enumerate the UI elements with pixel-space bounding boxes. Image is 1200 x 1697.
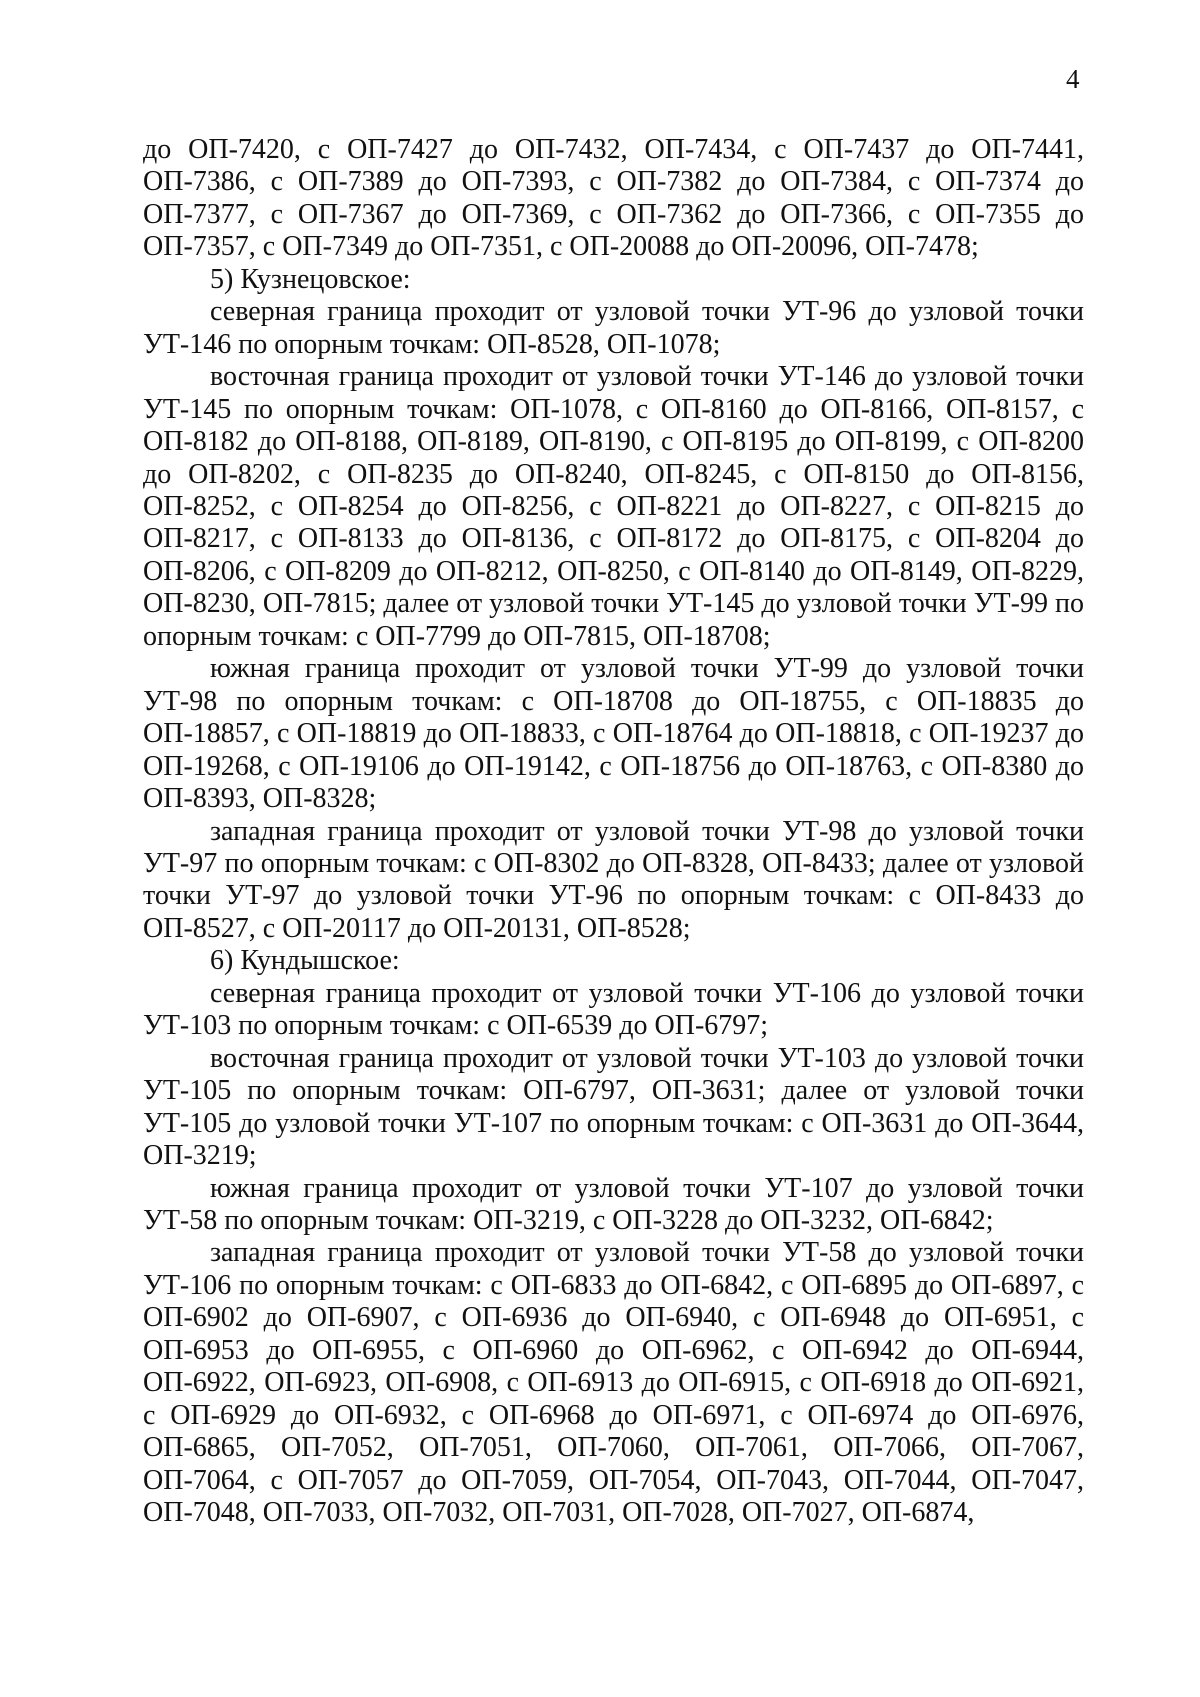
paragraph-north-boundary-kuznetsovskoe: северная граница проходит от узловой точки УТ-96 до узловой точки УТ-146 по опорным точкам: ОП-8528, ОП-1078; xyxy=(143,296,1084,360)
paragraph-south-boundary-kundyshskoe: южная граница проходит от узловой точки УТ-107 до узловой точки УТ-58 по опорным точкам: ОП-3219, с ОП-3228 до ОП-3232, ОП-6842; xyxy=(143,1172,1084,1236)
paragraph-north-boundary-kundyshskoe: северная граница проходит от узловой точки УТ-106 до узловой точки УТ-103 по опорным точкам: с ОП-6539 до ОП-6797; xyxy=(143,977,1084,1042)
paragraph-west-boundary-kuznetsovskoe: западная граница проходит от узловой точки УТ-98 до узловой точки УТ-97 по опорным точкам: с ОП-8302 до ОП-8328, ОП-8433; далее от узловой точки УТ-97 до узловой точки УТ-96 по опорным точкам: с ОП-8433 до ОП-8527, с ОП-20117 до ОП-20131, ОП-8528; xyxy=(143,815,1084,944)
page-number: 4 xyxy=(1066,64,1080,94)
paragraph-south-boundary-kuznetsovskoe: южная граница проходит от узловой точки УТ-99 до узловой точки УТ-98 по опорным точкам: с ОП-18708 до ОП-18755, с ОП-18835 до ОП-18857, с ОП-18819 до ОП-18833, с ОП-18764 до ОП-18818, с ОП-19237 до ОП-19268, с ОП-19106 до ОП-19142, с ОП-18756 до ОП-18763, с ОП-8380 до ОП-8393, ОП-8328; xyxy=(143,653,1084,815)
paragraph-west-boundary-kundyshskoe: западная граница проходит от узловой точки УТ-58 до узловой точки УТ-106 по опорным точкам: с ОП-6833 до ОП-6842, с ОП-6895 до ОП-6897, с ОП-6902 до ОП-6907, с ОП-6936 до ОП-6940, с ОП-6948 до ОП-6951, с ОП-6953 до ОП-6955, с ОП-6960 до ОП-6962, с ОП-6942 до ОП-6944, ОП-6922, ОП-6923, ОП-6908, с ОП-6913 до ОП-6915, с ОП-6918 до ОП-6921, с ОП-6929 до ОП-6932, с ОП-6968 до ОП-6971, с ОП-6974 до ОП-6976, ОП-6865, ОП-7052, ОП-7051, ОП-7060, ОП-7061, ОП-7066, ОП-7067, ОП-7064, с ОП-7057 до ОП-7059, ОП-7054, ОП-7043, ОП-7044, ОП-7047, ОП-7048, ОП-7033, ОП-7032, ОП-7031, ОП-7028, ОП-7027, ОП-6874, xyxy=(143,1237,1084,1529)
paragraph-east-boundary-kuznetsovskoe: восточная граница проходит от узловой точки УТ-146 до узловой точки УТ-145 по опорным точкам: ОП-1078, с ОП-8160 до ОП-8166, ОП-8157, с ОП-8182 до ОП-8188, ОП-8189, ОП-8190, с ОП-8195 до ОП-8199, с ОП-8200 до ОП-8202, с ОП-8235 до ОП-8240, ОП-8245, с ОП-8150 до ОП-8156, ОП-8252, с ОП-8254 до ОП-8256, с ОП-8221 до ОП-8227, с ОП-8215 до ОП-8217, с ОП-8133 до ОП-8136, с ОП-8172 до ОП-8175, с ОП-8204 до ОП-8206, с ОП-8209 до ОП-8212, ОП-8250, с ОП-8140 до ОП-8149, ОП-8229, ОП-8230, ОП-7815; далее от узловой точки УТ-145 до узловой точки УТ-99 по опорным точкам: с ОП-7799 до ОП-7815, ОП-18708; xyxy=(143,361,1084,652)
section-heading-kuznetsovskoe: 5) Кузнецовское: xyxy=(210,263,411,295)
paragraph-continuation: до ОП-7420, с ОП-7427 до ОП-7432, ОП-7434, с ОП-7437 до ОП-7441, ОП-7386, с ОП-7389 до ОП-7393, с ОП-7382 до ОП-7384, с ОП-7374 до ОП-7377, с ОП-7367 до ОП-7369, с ОП-7362 до ОП-7366, с ОП-7355 до ОП-7357, с ОП-7349 до ОП-7351, с ОП-20088 до ОП-20096, ОП-7478; xyxy=(143,134,1084,263)
paragraph-east-boundary-kundyshskoe: восточная граница проходит от узловой точки УТ-103 до узловой точки УТ-105 по опорным точкам: ОП-6797, ОП-3631; далее от узловой точки УТ-105 до узловой точки УТ-107 по опорным точкам: с ОП-3631 до ОП-3644, ОП-3219; xyxy=(143,1042,1084,1172)
document-body xyxy=(143,134,1084,1529)
section-heading-kundyshskoe: 6) Кундышское: xyxy=(210,945,400,977)
